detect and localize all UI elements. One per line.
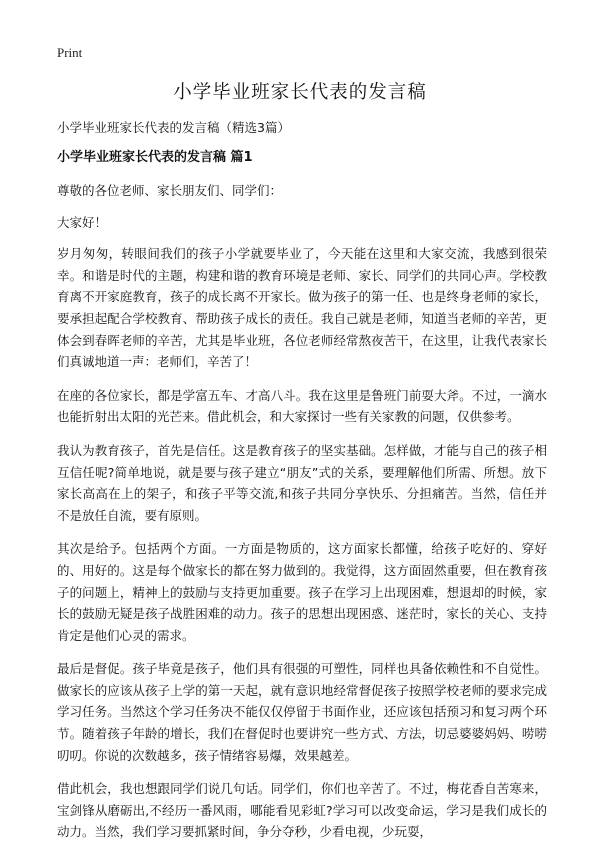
document-body: [57, 118, 547, 855]
body-paragraph: 我认为教育孩子，首先是信任。这是教育孩子的坚实基础。怎样做，才能与自己的孩子相互信任呢?简单地说，就是要与孩子建立“朋友”式的关系，要理解他们所需、所想。放下家长高高在上的架子，和孩子平等交流,和孩子共同分享快乐、分担痛苦。当然，信任并不是放任自流，要有原则。: [57, 442, 547, 523]
body-paragraph: 借此机会，我也想跟同学们说几句话。同学们，你们也辛苦了。不过，梅花香自苦寒来，宝剑锋从磨砺出,不经历一番风雨，哪能看见彩虹?学习可以改变命运，学习是我们成长的动力。当然，我们学习要抓紧时间，争分夺秒，少看电视，少玩耍，: [57, 781, 547, 840]
body-paragraph: 岁月匆匆，转眼间我们的孩子小学就要毕业了，今天能在这里和大家交流，我感到很荣幸。和谐是时代的主题，构建和谐的教育环境是老师、家长、同学们的共同心声。学校教育离不开家庭教育，孩子的成长离不开家长。做为孩子的第一任、也是终身老师的家长，要承担起配合学校教育、帮助孩子成长的责任。我自己就是老师，知道当老师的辛苦，更体会到春晖老师的辛苦，尤其是毕业班，各位老师经常熬夜苦干，在这里，让我代表家长们真诚地道一声：老师们，辛苦了！: [57, 246, 547, 370]
page-title: 小学毕业班家长代表的发言稿: [173, 82, 427, 103]
print-link[interactable]: Print: [57, 45, 83, 60]
body-paragraph: 其次是给予。包括两个方面。一方面是物质的，这方面家长都懂，给孩子吃好的、穿好的、用好的。这是每个做家长的都在努力做到的。我觉得，这方面固然重要，但在教育孩子的问题上，精神上的鼓励与支持更加重要。孩子在学习上出现困难，想退却的时候，家长的鼓励无疑是孩子战胜困难的动力。孩子的思想出现困惑、迷茫时，家长的关心、支持肯定是他们心灵的需求。: [57, 541, 547, 643]
section-heading: 小学毕业班家长代表的发言稿 篇1: [57, 150, 253, 165]
greeting-paragraph: 大家好！: [57, 214, 108, 230]
body-paragraph: 在座的各位家长，都是学富五车、才高八斗。我在这里是鲁班门前耍大斧。不过，一滴水也能折射出太阳的光芒来。借此机会，和大家探讨一些有关家教的问题，仅供参考。: [57, 387, 547, 425]
salutation-paragraph: 尊敬的各位老师、家长朋友们、同学们：: [57, 183, 283, 198]
body-paragraph: 最后是督促。孩子毕竟是孩子，他们具有很强的可塑性，同样也具备依赖性和不自觉性。做家长的应该从孩子上学的第一天起，就有意识地经常督促孩子按照学校老师的要求完成学习任务。当然这个学习任务决不能仅仅停留于书面作业，还应该包括预习和复习两个环节。随着孩子年龄的增长，我们在督促时也要讲究一些方式、方法，切忌婆婆妈妈、唠唠叨叨。你说的次数越多，孩子情绪容易爆，效果越差。: [57, 661, 547, 763]
document-subtitle: 小学毕业班家长代表的发言稿（精选3篇）: [57, 120, 290, 135]
